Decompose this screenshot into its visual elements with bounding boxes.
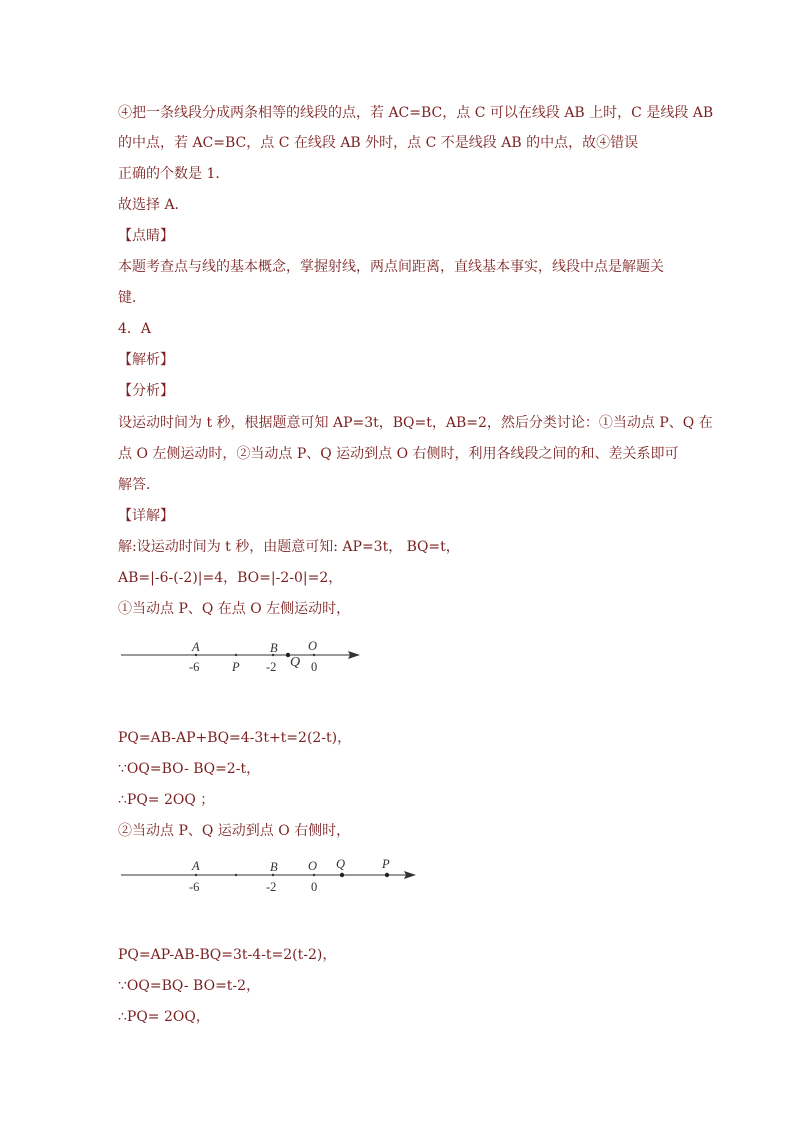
text-line-15: 解:设运动时间为 t 秒，由题意可知: AP=3t， BQ=t， [118, 539, 460, 555]
point-label-p: P [382, 857, 390, 871]
number-line-diagram-1 [118, 636, 418, 676]
text-line-19: ∵OQ=BO- BQ=2-t， [118, 761, 261, 777]
point-label-b: B [270, 641, 278, 655]
point-label-o: O [308, 859, 318, 873]
tick-label-0: 0 [311, 880, 318, 894]
text-line-21: ②当动点 P、Q 运动到点 O 右侧时， [118, 823, 351, 839]
point-label-b: B [270, 860, 278, 874]
point-label-p: P [232, 660, 240, 674]
text-line-1: ④把一条线段分成两条相等的线段的点，若 AC=BC，点 C 可以在线段 AB 上时，C 是线段 AB [118, 105, 714, 121]
text-line-20: ∴PQ= 2OQ ； [118, 792, 215, 808]
text-line-2: 的中点，若 AC=BC，点 C 在线段 AB 外时，点 C 不是线段 AB 的中点，故④错误 [118, 135, 639, 151]
tick-label-minus-6: -6 [189, 880, 200, 894]
tick-label-minus-2: -2 [266, 880, 277, 894]
tick-label-0: 0 [311, 660, 318, 674]
section-heading-xiangjie: 【详解】 [118, 508, 174, 524]
tick-label-minus-2: -2 [266, 660, 277, 674]
text-line-18: PQ=AB-AP+BQ=4-3t+t=2(2-t)， [118, 730, 352, 746]
point-label-o: O [308, 639, 318, 653]
text-line-6: 本题考查点与线的基本概念，掌握射线，两点间距离，直线基本事实，线段中点是解题关 [118, 259, 664, 275]
text-line-7: 键． [118, 290, 146, 306]
point-label-q: Q [290, 655, 301, 670]
section-heading-dianjing: 【点睛】 [118, 228, 174, 244]
text-line-17: ①当动点 P、Q 在点 O 左侧运动时， [118, 601, 351, 617]
text-line-16: AB=|-6-(-2)|=4，BO=|-2-0|=2， [118, 570, 343, 586]
text-line-23: ∵OQ=BQ- BO=t-2， [118, 978, 261, 994]
text-line-12: 点 O 左侧运动时，②当动点 P、Q 运动到点 O 右侧时，利用各线段之间的和、差关系即可 [118, 446, 679, 462]
text-line-3: 正确的个数是 1． [118, 166, 230, 182]
tick-label-minus-6: -6 [189, 660, 200, 674]
text-line-13: 解答． [118, 477, 160, 493]
point-label-q: Q [336, 857, 346, 871]
number-line-diagram-2 [118, 856, 418, 896]
text-line-4: 故选择 A． [118, 197, 189, 213]
text-line-24: ∴PQ= 2OQ， [118, 1009, 210, 1025]
text-line-22: PQ=AP-AB-BQ=3t-4-t=2(t-2)， [118, 947, 337, 963]
question-number: 4．A [118, 321, 152, 337]
point-label-a: A [192, 859, 200, 873]
section-heading-jiexi: 【解析】 [118, 352, 174, 368]
point-label-a: A [192, 640, 200, 654]
section-heading-fenxi: 【分析】 [118, 383, 174, 399]
text-line-11: 设运动时间为 t 秒，根据题意可知 AP=3t，BQ=t，AB=2，然后分类讨论：①当动点 P、Q 在 [118, 415, 713, 431]
